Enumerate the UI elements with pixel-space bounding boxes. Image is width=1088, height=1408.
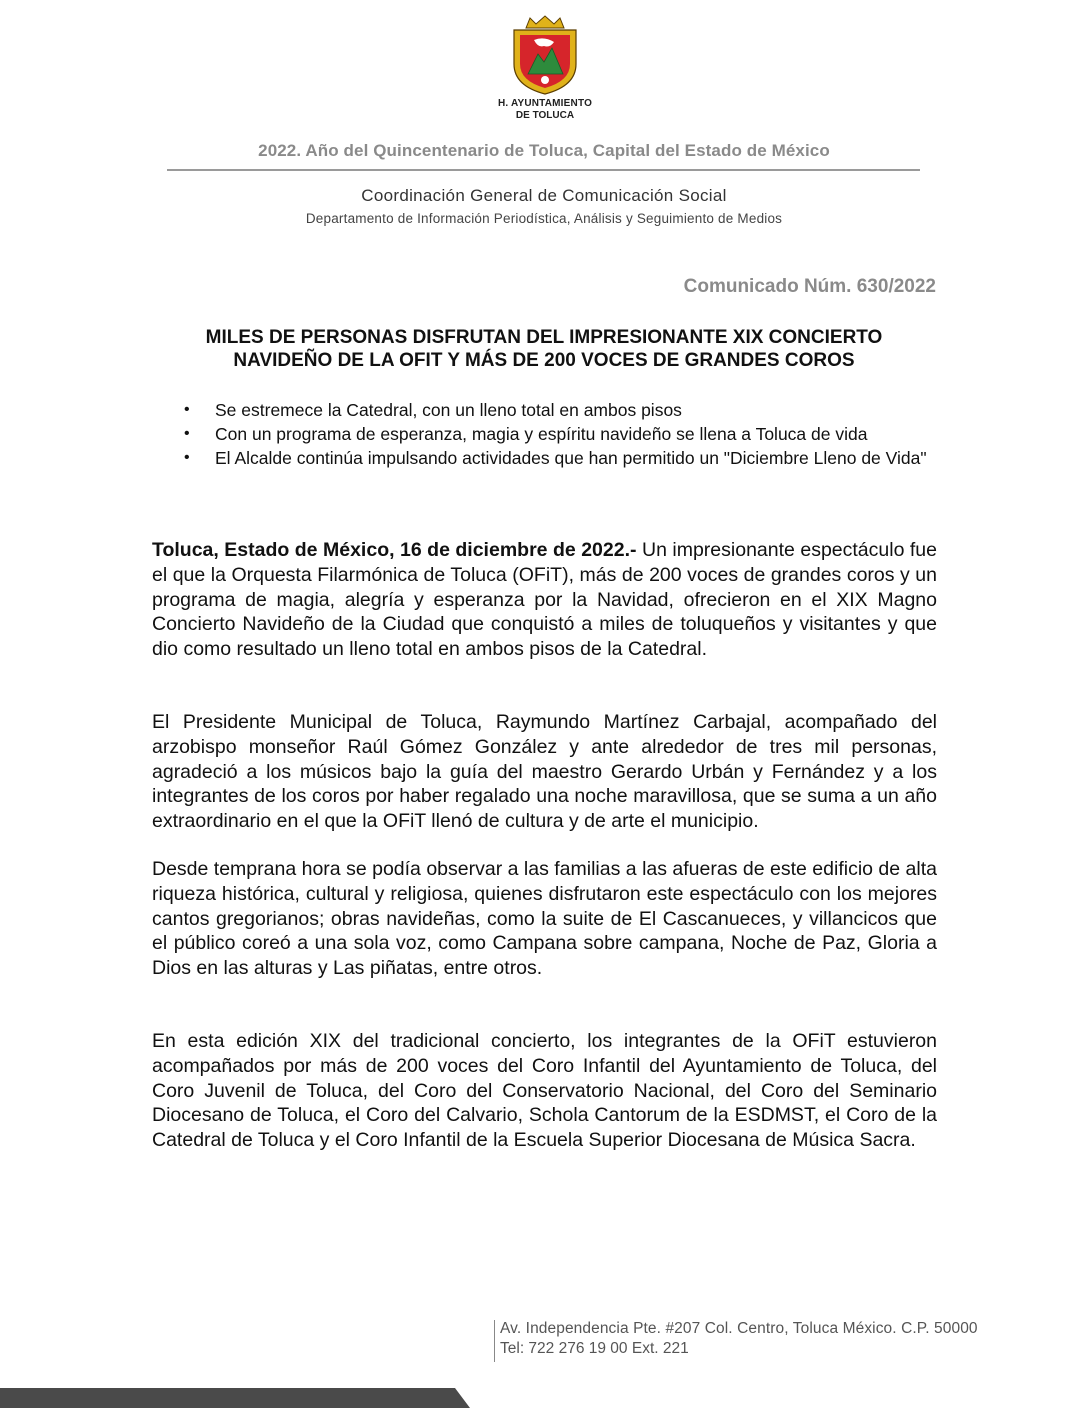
footer-phone: Tel: 722 276 19 00 Ext. 221 xyxy=(500,1340,689,1357)
toluca-coat-of-arms-icon xyxy=(508,14,582,96)
bullet-icon: • xyxy=(184,401,190,418)
department-subtitle: Departamento de Información Periodística, Análisis y Seguimiento de Medios xyxy=(305,211,783,226)
dateline: Toluca, Estado de México, 16 de diciembre de 2022.- xyxy=(152,539,637,561)
bullet-text: El Alcalde continúa impulsando actividades que han permitido un "Diciembre Lleno de Vida" xyxy=(215,448,927,468)
coordination-title: Coordinación General de Comunicación Social xyxy=(361,186,727,205)
bullet-icon: • xyxy=(184,425,190,442)
summary-bullets xyxy=(180,399,940,471)
toluca-logo xyxy=(490,14,600,122)
bullet-text: Se estremece la Catedral, con un lleno total en ambos pisos xyxy=(215,400,682,420)
paragraph-1 xyxy=(152,538,937,662)
footer-band xyxy=(0,1388,470,1408)
bullet-icon: • xyxy=(184,449,190,466)
bullet-item xyxy=(180,399,940,421)
logo-line-2: DE TOLUCA xyxy=(515,110,575,121)
headline-line-1: MILES DE PERSONAS DISFRUTAN DEL IMPRESIONANTE XIX CONCIERTO xyxy=(205,327,883,348)
footer-address: Av. Independencia Pte. #207 Col. Centro, Toluca México. C.P. 50000 xyxy=(500,1320,978,1337)
header-divider xyxy=(167,169,920,171)
communique-number: Comunicado Núm. 630/2022 xyxy=(683,276,936,297)
bullet-item xyxy=(180,447,940,469)
year-motto: 2022. Año del Quincentenario de Toluca, Capital del Estado de México xyxy=(258,141,830,160)
footer-divider xyxy=(494,1320,495,1362)
bullet-text: Con un programa de esperanza, magia y espíritu navideño se llena a Toluca de vida xyxy=(215,424,868,444)
paragraph-3: Desde temprana hora se podía observar a las familias a las afueras de este edificio de alta riqueza histórica, cultural y religiosa, quienes disfrutaron este espectáculo con los mejores cantos gregorianos; obras navideñas, como la suite de El Cascanueces, y villancicos que el público coreó a una sola voz, como Campana sobre campana, Noche de Paz, Gloria a Dios en las alturas y Las piñatas, entre otros. xyxy=(152,858,937,980)
paragraph-4: En esta edición XIX del tradicional concierto, los integrantes de la OFiT estuvieron acompañados por más de 200 voces del Coro Infantil del Ayuntamiento de Toluca, del Coro Juvenil de Toluca, del Coro del Conservatorio Nacional, del Coro del Seminario Diocesano de Toluca, el Coro del Calvario, Schola Cantorum de la ESDMST, el Coro de la Catedral de Toluca y el Coro Infantil de la Escuela Superior Diocesana de Música Sacra. xyxy=(152,1030,937,1152)
paragraph-1-text: Un impresionante espectáculo fue el que la Orquesta Filarmónica de Toluca (OFiT), más de 200 voces de grandes coros y un programa de magia, alegría y esperanza por la Navidad, ofrecieron en el XIX Magno Concierto Navideño de la Ciudad que conquistó a miles de toluqueños y visitantes y que dio como resultado un lleno total en ambos pisos de la Catedral. xyxy=(152,539,937,661)
paragraph-2: El Presidente Municipal de Toluca, Raymundo Martínez Carbajal, acompañado del arzobispo monseñor Raúl Gómez González y ante alrededor de tres mil personas, agradeció a los músicos bajo la guía del maestro Gerardo Urbán y Fernández y a los integrantes de los coros por haber regalado una noche maravillosa, que se suma a un año extraordinario en el que la OFiT llenó de cultura y de arte el municipio. xyxy=(152,711,937,833)
logo-line-1: H. AYUNTAMIENTO xyxy=(497,98,593,109)
bullet-item xyxy=(180,423,940,445)
headline-line-2: NAVIDEÑO DE LA OFIT Y MÁS DE 200 VOCES DE GRANDES COROS xyxy=(233,350,855,371)
headline xyxy=(152,326,936,372)
